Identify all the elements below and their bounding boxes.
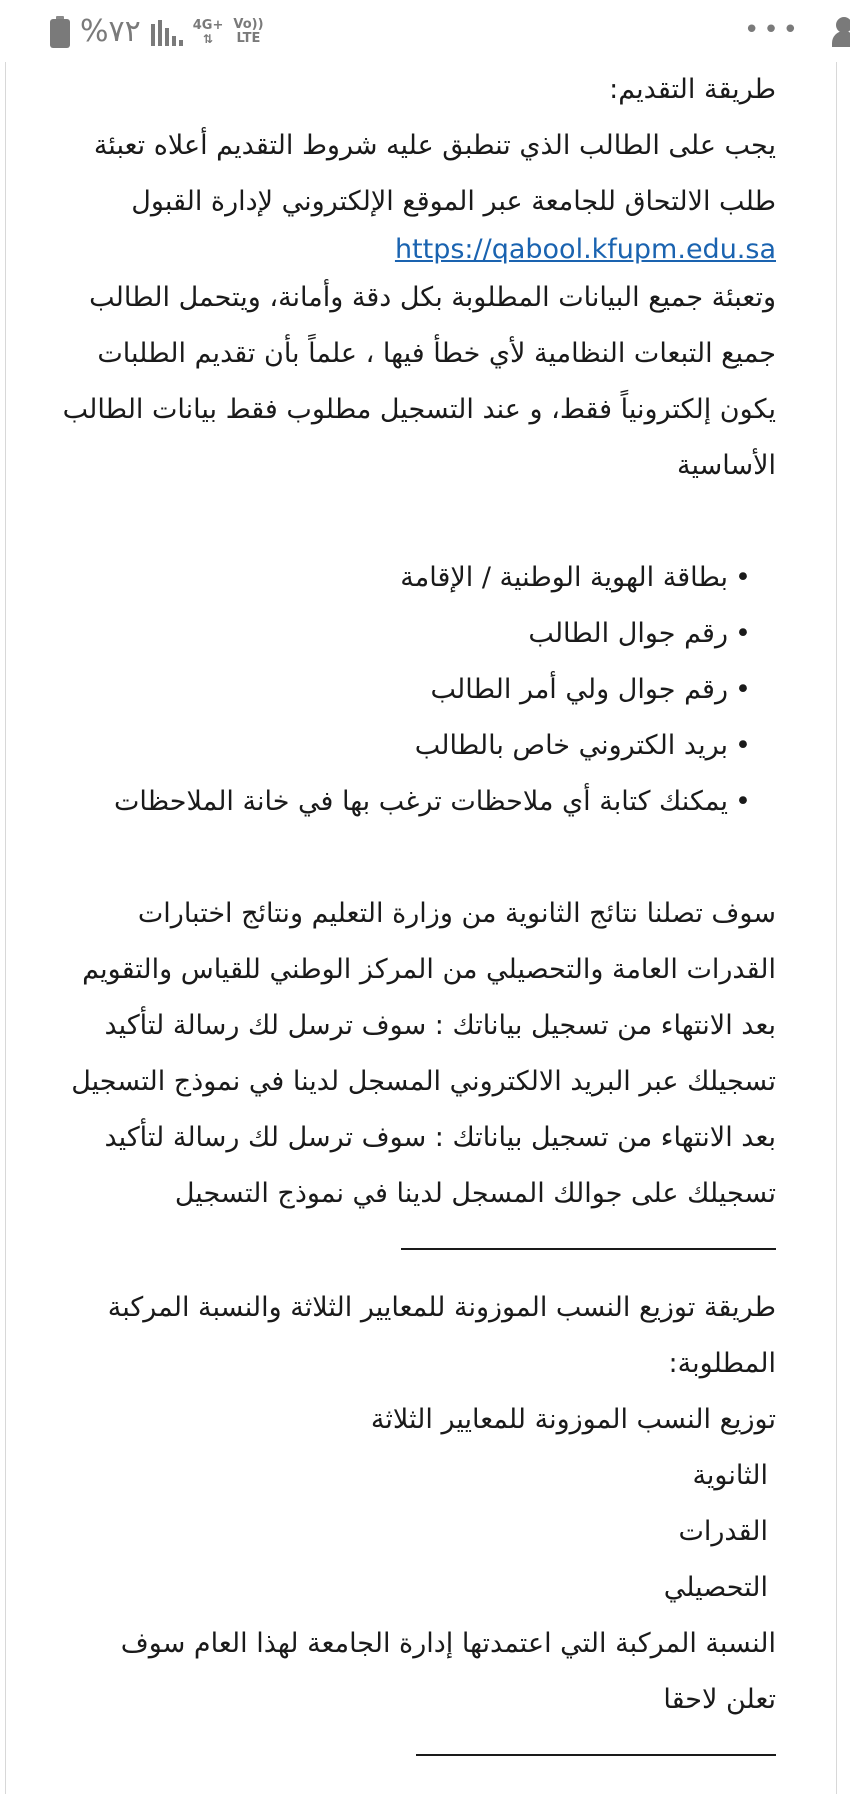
article-body: [36, 62, 776, 1786]
divider: [401, 1222, 776, 1250]
para2-line4: الأساسية: [677, 450, 776, 481]
para1-line2: طلب الالتحاق للجامعة عبر الموقع الإلكتروني لإدارة القبول: [131, 186, 776, 217]
list-item: [36, 662, 752, 718]
requirements-list: [36, 550, 776, 830]
list-item: [36, 606, 752, 662]
composite-line1: النسبة المركبة التي اعتمدتها إدارة الجامعة لهذا العام سوف: [120, 1628, 776, 1659]
signal-icon: [151, 18, 183, 46]
para1-line1: يجب على الطالب الذي تنطبق عليه شروط التقديم أعلاه تعبئة: [93, 130, 776, 161]
para3-line2: القدرات العامة والتحصيلي من المركز الوطني للقياس والتقويم: [82, 954, 776, 985]
criterion-aptitude: القدرات: [678, 1516, 768, 1547]
criterion-secondary: الثانوية: [692, 1460, 768, 1491]
requirement-id-card: بطاقة الهوية الوطنية / الإقامة: [400, 562, 728, 593]
para3-line5: بعد الانتهاء من تسجيل بياناتك : سوف ترسل لك رسالة لتأكيد: [104, 1122, 776, 1153]
volte-icon: [233, 18, 263, 45]
para3-line6: تسجيلك على جوالك المسجل لدينا في نموذج التسجيل: [174, 1178, 776, 1209]
battery-percent: %٧٢: [80, 14, 141, 49]
volte-label: Vo)): [233, 17, 264, 33]
requirement-student-mobile: رقم جوال الطالب: [528, 618, 728, 649]
requirement-notes: يمكنك كتابة أي ملاحظات ترغب بها في خانة الملاحظات: [114, 786, 728, 817]
status-bar: [0, 0, 850, 62]
bullet-icon: •: [735, 618, 751, 649]
lte-label: LTE: [236, 31, 261, 46]
list-item: [36, 774, 752, 830]
para2-line1: وتعبئة جميع البيانات المطلوبة بكل دقة وأمانة، ويتحمل الطالب: [89, 282, 776, 313]
spacer: [36, 494, 776, 550]
para3-line4: تسجيلك عبر البريد الالكتروني المسجل لدينا في نموذج التسجيل: [71, 1066, 776, 1097]
composite-line2: تعلن لاحقا: [663, 1684, 776, 1715]
link-line: [36, 230, 776, 270]
status-bar-right: [744, 10, 850, 50]
bullet-icon: •: [735, 562, 751, 593]
content-panel: [5, 62, 837, 1794]
criterion-achievement: التحصيلي: [663, 1572, 768, 1603]
para2-line2: جميع التبعات النظامية لأي خطأ فيها ، علماً بأن تقديم الطلبات: [97, 338, 776, 369]
bullet-icon: •: [735, 730, 751, 761]
bullet-icon: •: [735, 786, 751, 817]
requirement-guardian-mobile: رقم جوال ولي أمر الطالب: [430, 674, 728, 705]
list-item: [36, 718, 752, 774]
network-type: 4G+: [192, 17, 224, 33]
person-icon[interactable]: [830, 13, 850, 47]
more-icon[interactable]: •••: [743, 15, 802, 45]
para2-line3: يكون إلكترونياً فقط، و عند التسجيل مطلوب فقط بيانات الطالب: [62, 394, 776, 425]
heading-weights-line1: طريقة توزيع النسب الموزونة للمعايير الثلاثة والنسبة المركبة: [107, 1292, 776, 1323]
spacer: [36, 830, 776, 886]
heading-weights-line2: المطلوبة:: [668, 1348, 776, 1379]
qabool-link[interactable]: https://qabool.kfupm.edu.sa: [394, 234, 776, 265]
heading-apply: طريقة التقديم:: [609, 74, 776, 105]
requirement-email: بريد الكتروني خاص بالطالب: [414, 730, 728, 761]
network-icon: 4G+ ⇅: [192, 17, 224, 46]
para3-line1: سوف تصلنا نتائج الثانوية من وزارة التعليم ونتائج اختبارات: [137, 898, 776, 929]
para3-line3: بعد الانتهاء من تسجيل بياناتك : سوف ترسل لك رسالة لتأكيد: [104, 1010, 776, 1041]
divider: [416, 1728, 776, 1756]
status-bar-left: [50, 12, 264, 52]
list-item: [36, 550, 752, 606]
bullet-icon: •: [735, 674, 751, 705]
battery-icon: [50, 16, 70, 48]
weights-title: توزيع النسب الموزونة للمعايير الثلاثة: [370, 1404, 776, 1435]
